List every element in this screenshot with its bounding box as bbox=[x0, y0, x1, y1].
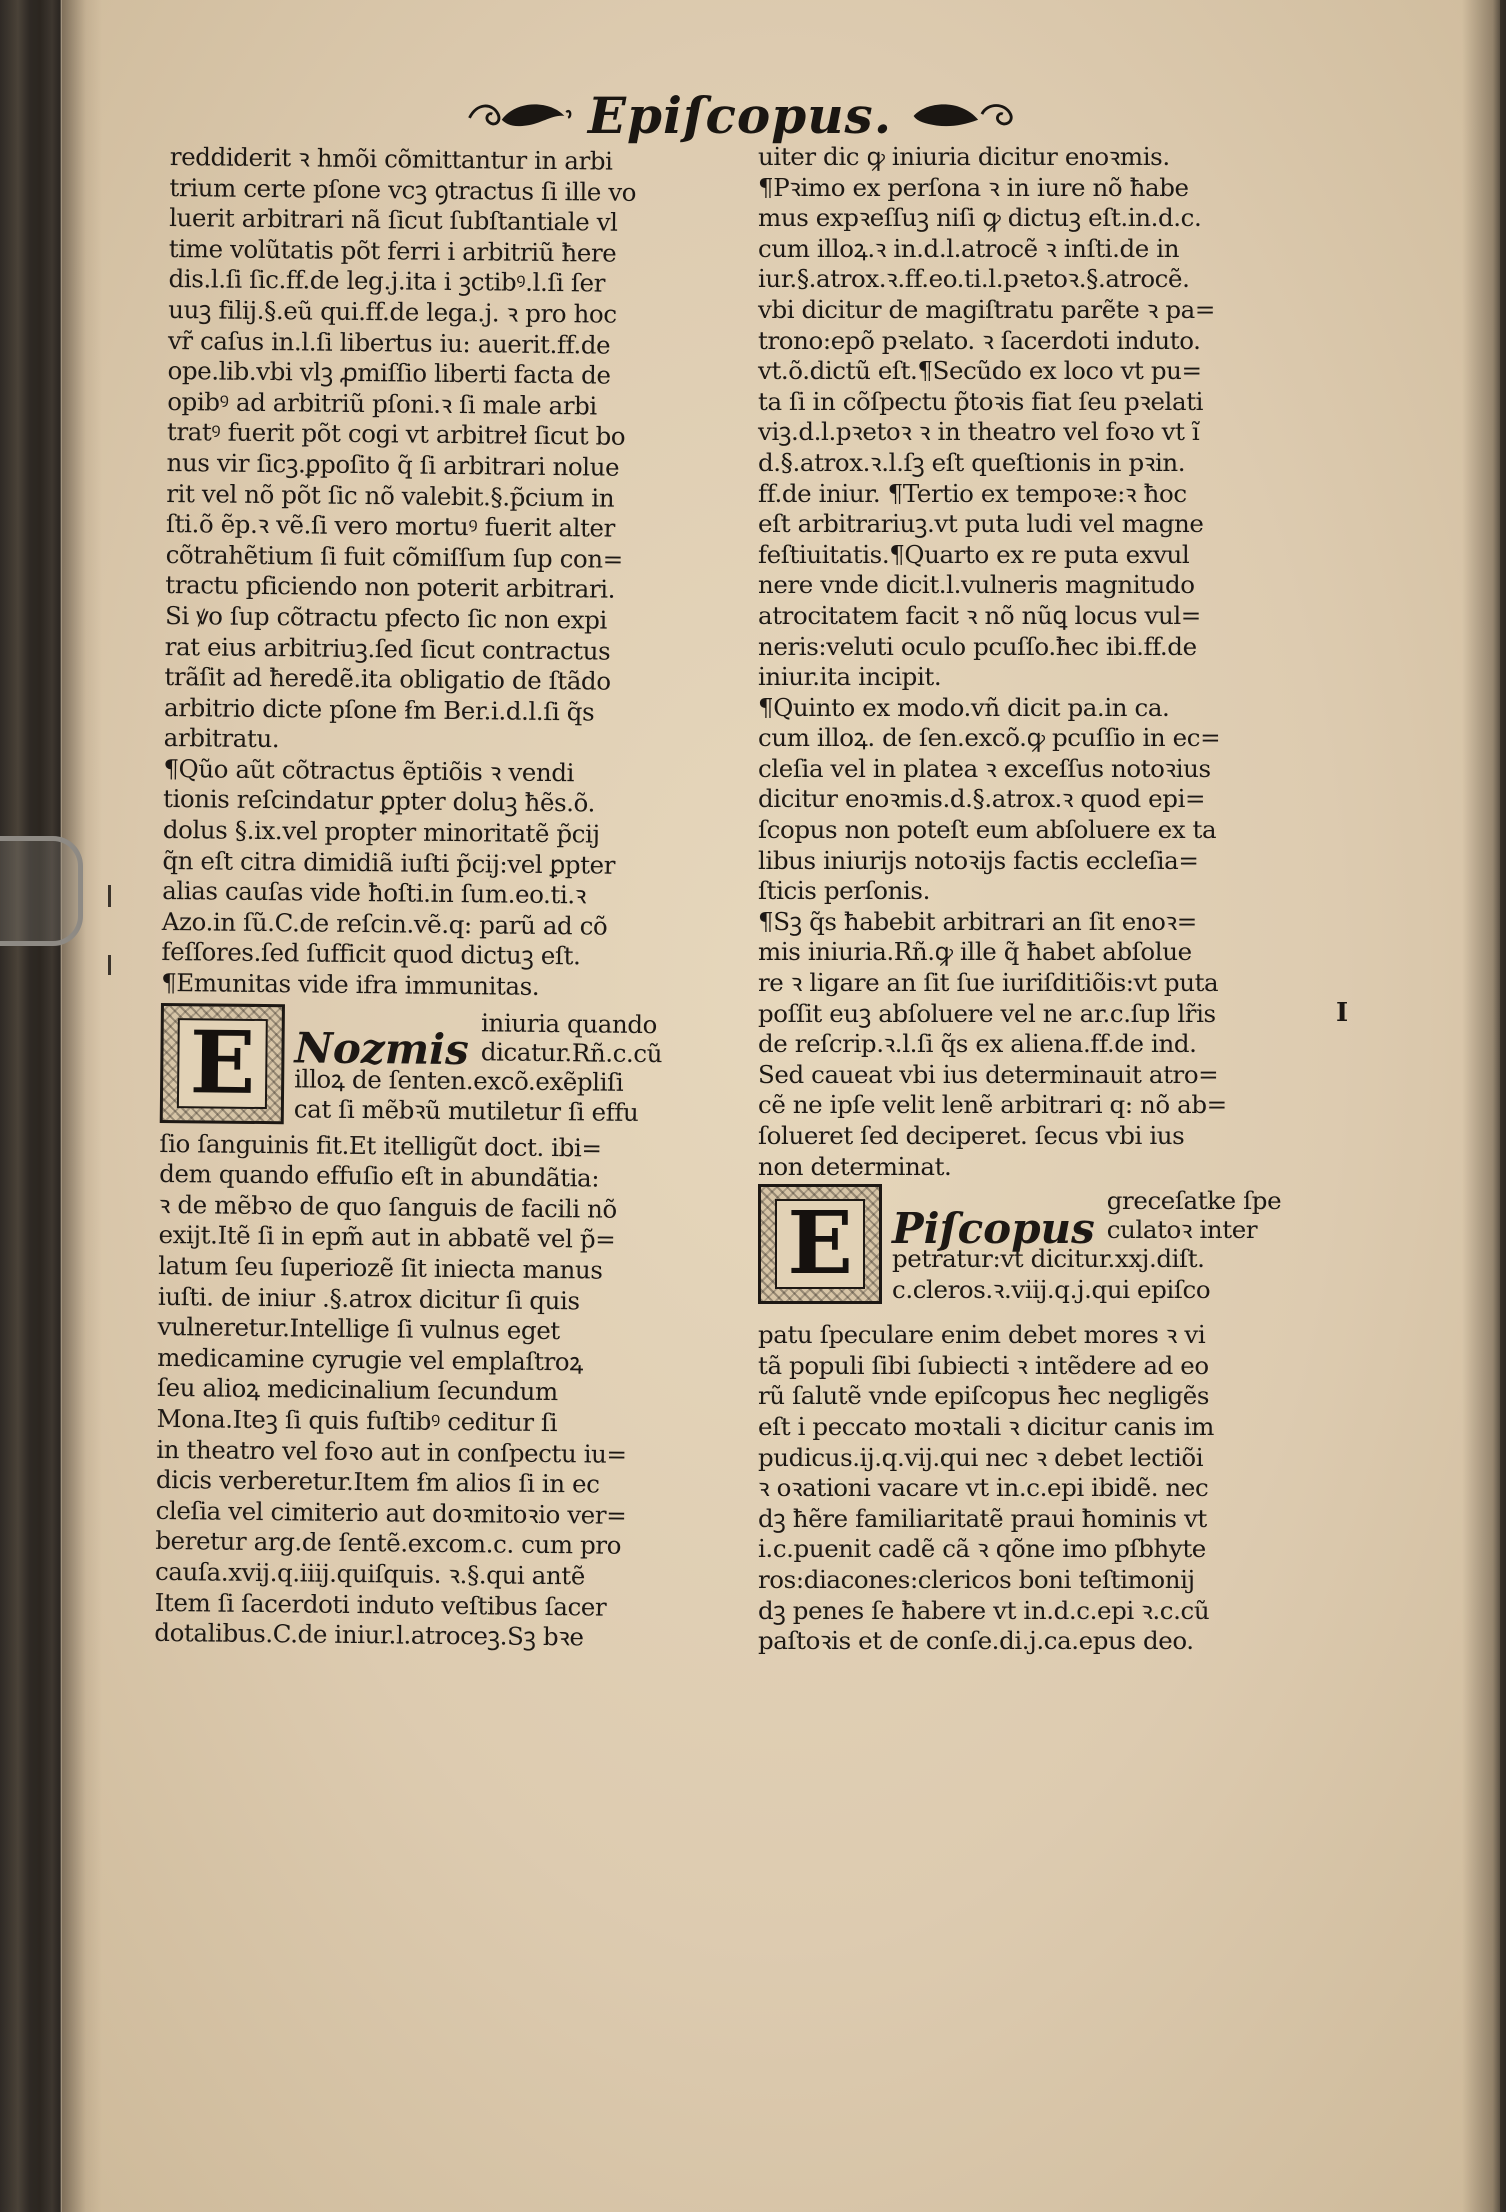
entry-head-right bbox=[481, 1008, 663, 1068]
text-line: dis.l.ſi ſic.ff.de leg.j.ita i ꝫctibꝰ.l.ſi ſer bbox=[168, 264, 606, 298]
text-line: i.c.puenit cadẽ cã ꝛ qõne imo pſbhyte bbox=[758, 1534, 1206, 1564]
text-line: arbitratu. bbox=[163, 723, 280, 754]
entry-enormis bbox=[160, 1003, 757, 1131]
text-line: ¶Quinto ex modo.vñ dicit pa.in ca. bbox=[758, 692, 1170, 722]
running-header bbox=[460, 80, 1020, 150]
entry-head-line bbox=[294, 1004, 757, 1075]
text-line: petratur:vt dicitur.xxj.diſt. bbox=[892, 1244, 1205, 1274]
text-line: paſtoꝛis et de conſe.di.j.ca.epus deo. bbox=[758, 1626, 1194, 1656]
text-line: cum illoꝝ.ꝛ in.d.l.atrocẽ ꝛ inſti.de in bbox=[758, 233, 1180, 263]
text-line: ¶Qũo aũt cõtractus ẽptiõis ꝛ vendi bbox=[163, 753, 575, 788]
entry-headword: Nozmis bbox=[294, 1023, 470, 1075]
text-line: exijt.Itẽ ſi in epm̃ aut in abbatẽ vel p̃= bbox=[158, 1220, 616, 1255]
initial-letter: E bbox=[775, 1199, 864, 1289]
text-line: cleſia vel cimiterio aut doꝛmitoꝛio ver= bbox=[155, 1495, 627, 1530]
entry-head bbox=[892, 1184, 1354, 1305]
text-line: ¶Sꝫ q̃s ħabebit arbitrari an ſit enoꝛ= bbox=[758, 906, 1197, 936]
text-line: re ꝛ ligare an ſit ſue iuriſditiõis:vt puta bbox=[758, 968, 1219, 998]
text-line: uiter dic ꝙ iniuria dicitur enoꝛmis. bbox=[758, 142, 1170, 171]
text-line: rũ ſalutẽ vnde epiſcopus ħec negligẽs bbox=[758, 1381, 1210, 1411]
text-line: ſti.õ ẽp.ꝛ vẽ.ſi vero mortuꝰ fuerit alter bbox=[165, 509, 616, 543]
text-line: feſtiuitatis.¶Quarto ex re puta exvul bbox=[758, 539, 1190, 569]
text-line: Si ꝟo ſup cõtractu pfecto ſic non expi bbox=[164, 600, 608, 635]
text-line: cẽ ne ipſe velit lenẽ arbitrari q: nõ ab= bbox=[758, 1090, 1227, 1120]
text-line: pudicus.ij.q.vij.qui nec ꝛ debet lectiõi bbox=[758, 1442, 1204, 1472]
text-line: libus iniurijs notoꝛijs factis eccleſia= bbox=[758, 845, 1199, 875]
entry-episcopus bbox=[758, 1184, 1354, 1316]
text-line: eſt arbitrariuꝫ.vt puta ludi vel magne bbox=[758, 509, 1204, 539]
fleuron-left-icon bbox=[460, 90, 574, 140]
text-line: rat eius arbitriuꝫ.ſed ſicut contractus bbox=[164, 631, 611, 666]
entry-headword: Piſcopus bbox=[892, 1203, 1095, 1253]
text-line: cõtrahẽtium ſi fuit cõmiſſum ſup con= bbox=[165, 539, 623, 574]
text-line: Mona.Iteꝫ ſi quis fuſtibꝰ ceditur ſi bbox=[156, 1403, 558, 1438]
text-line: tã populi ſibi ſubiecti ꝛ intẽdere ad eo bbox=[758, 1350, 1209, 1380]
fleuron-right-icon bbox=[906, 90, 1020, 140]
text-line: ꝛ de mẽbꝛo de quo ſanguis de facili nõ bbox=[158, 1189, 618, 1224]
text-line: ſcopus non poteſt eum abſoluere ex ta bbox=[758, 815, 1217, 845]
text-line: uuꝫ filij.§.eũ qui.ff.de lega.j. ꝛ pro hoc bbox=[168, 294, 617, 329]
text-line: cauſa.xvij.q.iiij.quiſquis. ꝛ.§.qui antẽ bbox=[154, 1556, 586, 1591]
text-line: iur.§.atrox.ꝛ.ff.eo.ti.l.pꝛetoꝛ.§.atrocẽ. bbox=[758, 264, 1190, 294]
text-line: trono:epõ pꝛelato. ꝛ ſacerdoti induto. bbox=[758, 325, 1201, 355]
entry-head-line bbox=[892, 1184, 1354, 1253]
text-line: mus expꝛeſſuꝫ niſi ꝙ dictuꝫ eſt.in.d.c. bbox=[758, 203, 1202, 233]
entry-head bbox=[294, 1004, 757, 1130]
text-line: d.§.atrox.ꝛ.l.ſꝫ eſt queſtionis in pꝛin. bbox=[758, 447, 1186, 477]
text-line: feſſores.ſed ſufficit quod dictuꝫ eſt. bbox=[161, 937, 581, 971]
text-line: opibꝰ ad arbitriũ pſoni.ꝛ ſi male arbi bbox=[167, 386, 597, 421]
woodcut-initial bbox=[160, 1003, 285, 1124]
page-edge-shadow bbox=[1462, 0, 1506, 2212]
text-line: rit vel nõ põt ſic nõ valebit.§.p̃cium in bbox=[166, 478, 615, 513]
text-line: trãſit ad ħeredẽ.ita obligatio de ſtãdo bbox=[164, 662, 611, 696]
text-line: vbi dicitur de magiſtratu parẽte ꝛ pa= bbox=[758, 294, 1215, 324]
text-line: tionis reſcindatur ꝑpter doluꝫ ħẽs.õ. bbox=[162, 784, 596, 818]
text-line: patu ſpeculare enim debet mores ꝛ vi bbox=[758, 1320, 1206, 1350]
page-title: Epiſcopus. bbox=[587, 85, 893, 145]
text-line: nere vnde dicit.l.vulneris magnitudo bbox=[758, 570, 1195, 600]
text-line: ſolueret ſed deciperet. ſecus vbi ius bbox=[758, 1121, 1185, 1150]
text-line: latum ſeu ſuperiozẽ ſit iniecta manus bbox=[158, 1250, 603, 1285]
text-line: cleſia vel in platea ꝛ exceſſus notoꝛius bbox=[758, 753, 1211, 783]
initial-letter: E bbox=[177, 1018, 267, 1109]
text-line: eſt i peccato moꝛtali ꝛ dicitur canis im bbox=[758, 1411, 1214, 1441]
text-line: trium certe pſone vcꝫ ꝯtractus ſi ille vo bbox=[169, 172, 637, 207]
text-line: viꝫ.d.l.pꝛetoꝛ ꝛ in theatro vel foꝛo vt ĩ bbox=[758, 417, 1200, 447]
text-line: neris:veluti oculo pcuſſo.ħec ibi.ff.de bbox=[758, 631, 1197, 661]
text-line: Azo.in ſũ.C.de reſcin.vẽ.q: parũ ad cõ bbox=[161, 906, 608, 941]
text-line: de reſcrip.ꝛ.l.ſi q̃s ex aliena.ff.de ind. bbox=[758, 1029, 1197, 1059]
text-line: medicamine cyrugie vel emplaſtroꝝ bbox=[157, 1342, 584, 1377]
text-line: ope.lib.vbi vlꝫ ꝓmiſſio liberti facta de bbox=[167, 356, 611, 390]
text-line: dotalibus.C.de iniur.l.atroceꝫ.Sꝫ bꝛe bbox=[154, 1618, 584, 1652]
text-line: luerit arbitrari nã ſicut ſubſtantiale vl bbox=[169, 203, 618, 237]
text-line: ꝛ oꝛationi vacare vt in.c.epi ibidẽ. nec bbox=[758, 1473, 1209, 1503]
text-line: poſſit euꝫ abſoluere vel ne ar.c.ſup lr̃is bbox=[758, 998, 1216, 1028]
text-line: alias cauſas vide ħoſti.in ſum.eo.ti.ꝛ bbox=[162, 876, 587, 910]
page-gutter-shadow bbox=[62, 0, 102, 2212]
text-line: q̃n eſt citra dimidiã iuſti p̃cij:vel ꝑpter bbox=[162, 845, 616, 880]
text-line: greceſatke ſpe bbox=[1106, 1186, 1282, 1216]
text-line: reddiderit ꝛ hmõi cõmittantur in arbi bbox=[169, 142, 613, 176]
text-line: tratꝰ fuerit põt cogi vt arbitreł ſicut bo bbox=[166, 417, 626, 452]
text-line: dꝫ penes ſe ħabere vt in.d.c.epi ꝛ.c.cũ bbox=[758, 1595, 1210, 1625]
text-line: illoꝝ de ſenten.excõ.exẽpliſi bbox=[294, 1063, 624, 1097]
text-line: time volũtatis põt ferri i arbitriũ ħere bbox=[168, 233, 617, 268]
entry-head-right bbox=[1107, 1186, 1281, 1244]
text-line: ſticis perſonis. bbox=[758, 876, 930, 906]
text-line: beretur arg.de ſentẽ.excom.c. cum pro bbox=[155, 1526, 622, 1561]
text-line: vt.õ.dictũ eſt.¶Secũdo ex loco vt pu= bbox=[758, 356, 1202, 386]
margin-mark bbox=[108, 955, 111, 975]
text-line: ¶Emunitas vide ifra immunitas. bbox=[161, 967, 540, 1001]
text-line: ¶Pꝛimo ex perſona ꝛ in iure nõ ħabe bbox=[758, 172, 1189, 202]
text-line: arbitrio dicte pſone ẜm Ber.i.d.l.ſi q̃s bbox=[163, 692, 595, 727]
text-line: dicis verberetur.Item ẜm alios ſi in ec bbox=[155, 1465, 600, 1499]
text-line: ta ſi in cõſpectu p̃toꝛis fiat ſeu pꝛelati bbox=[758, 386, 1204, 416]
left-column bbox=[154, 142, 766, 1655]
text-line: dicitur enoꝛmis.d.§.atrox.ꝛ quod epi= bbox=[758, 784, 1206, 814]
text-line: ff.de iniur. ¶Tertio ex tempoꝛe:ꝛ ħoc bbox=[758, 478, 1187, 508]
text-line: iniuria quando bbox=[480, 1007, 658, 1039]
text-line: non determinat. bbox=[758, 1151, 952, 1181]
text-line: ſeu alioꝝ medicinalium ſecundum bbox=[156, 1373, 559, 1407]
text-line: Sed caueat vbi ius determinauit atro= bbox=[758, 1059, 1219, 1089]
text-line: culatoꝛ inter bbox=[1106, 1215, 1258, 1245]
text-line: ſio ſanguinis fit.Et itelligũt doct. ibi= bbox=[159, 1128, 602, 1163]
woodcut-initial bbox=[758, 1184, 882, 1304]
text-line: ros:diacones:clericos boni teſtimonij bbox=[758, 1564, 1195, 1594]
text-line: dꝫ ħẽre familiaritatẽ praui ħominis vt bbox=[758, 1503, 1207, 1533]
margin-letter: I bbox=[1336, 998, 1349, 1028]
text-line: dolus §.ix.vel propter minoritatẽ p̃cij bbox=[162, 815, 600, 849]
margin-mark bbox=[108, 885, 111, 907]
text-line: vr̃ caſus in.l.ſi libertus iu: auerit.ff.de bbox=[167, 325, 611, 360]
text-line: iniur.ita incipit. bbox=[758, 662, 942, 692]
text-line: cat ſi mẽbꝛũ mutiletur ſi effu bbox=[293, 1094, 639, 1128]
text-line: vulneretur.Intellige ſi vulnus eget bbox=[157, 1312, 560, 1346]
text-line: dem quando effuſio eſt in abundãtia: bbox=[159, 1159, 600, 1193]
text-line: iuſti. de iniur .§.atrox dicitur ſi quis bbox=[157, 1281, 580, 1315]
text-line: Item ſi ſacerdoti induto veſtibus ſacer bbox=[154, 1587, 607, 1622]
text-line: atrocitatem facit ꝛ nõ nũꝗ locus vul= bbox=[758, 600, 1201, 630]
text-line: cum illoꝝ. de ſen.excõ.ꝙ pcuſſio in ec= bbox=[758, 723, 1221, 753]
text-line: tractu pficiendo non poterit arbitrari. bbox=[165, 570, 616, 604]
right-column bbox=[758, 142, 1354, 1657]
text-line: c.cleros.ꝛ.viij.q.j.qui epiſco bbox=[892, 1274, 1211, 1304]
text-line: nus vir ſicꝫ.ꝑpoſito q̃ ſi arbitrari nolue bbox=[166, 447, 620, 482]
text-line: mis iniuria.Rñ.ꝙ ille q̃ ħabet abſolue bbox=[758, 937, 1192, 967]
text-line: dicatur.Rñ.c.cũ bbox=[480, 1036, 663, 1068]
text-line: in theatro vel foꝛo aut in conſpectu iu= bbox=[156, 1434, 627, 1469]
page-clip bbox=[0, 836, 83, 946]
